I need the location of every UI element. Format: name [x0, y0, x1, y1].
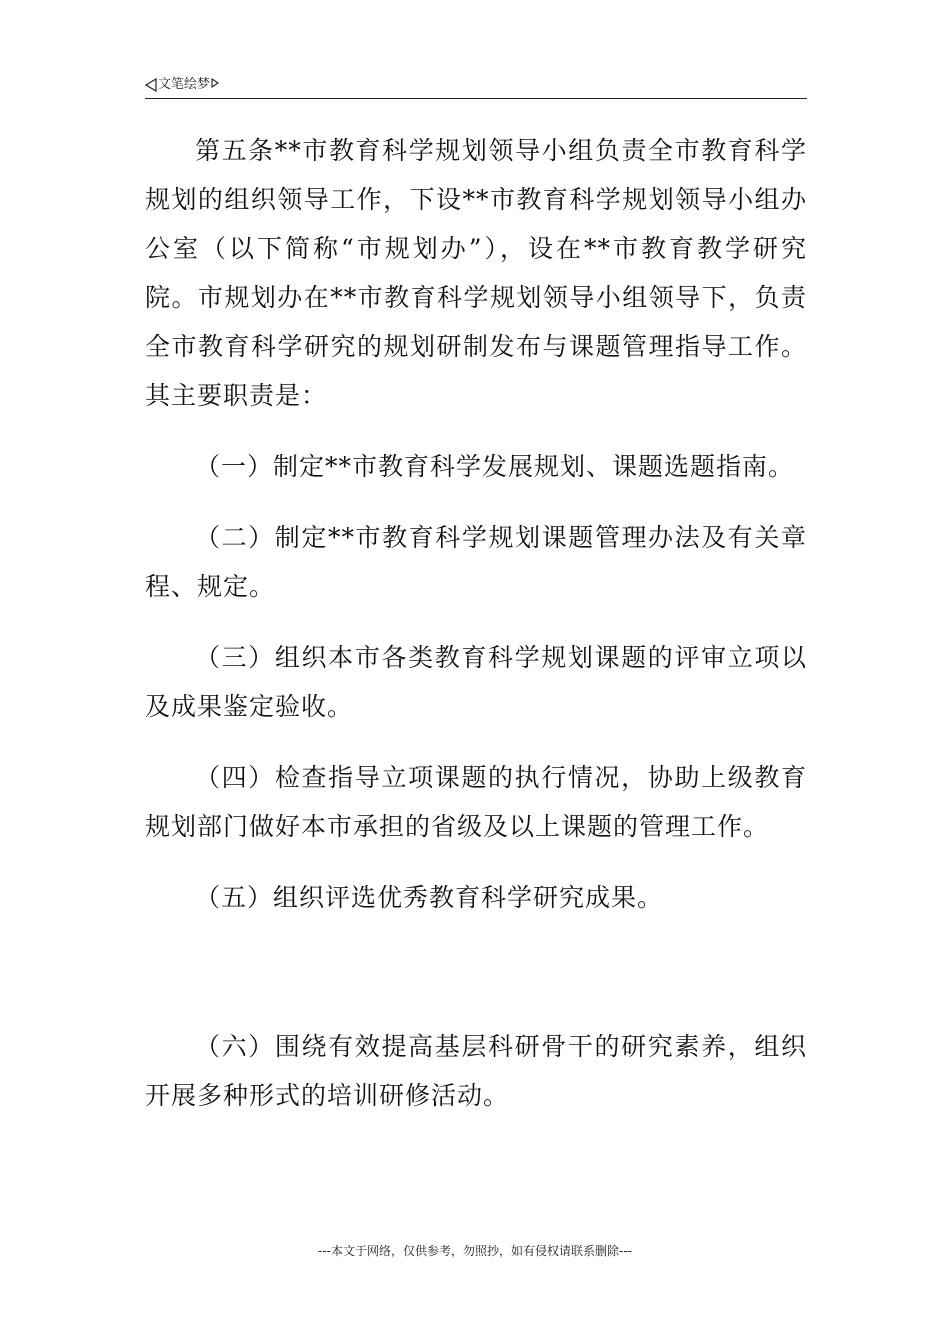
paragraph-item-1: （一）制定**市教育科学发展规划、课题选题指南。: [195, 452, 795, 481]
paragraph-item-5: （五）组织评选优秀教育科学研究成果。: [195, 883, 664, 912]
header-brand: [145, 76, 219, 94]
page-footer: ---本文于网络，仅供参考，勿照抄，如有侵权请联系删除---: [318, 1244, 632, 1258]
paragraph-item-6: （六）围绕有效提高基层科研骨干的研究素养，组织开展多种形式的培训研修活动。: [145, 1032, 807, 1110]
paragraph-item-4: （四）检查指导立项课题的执行情况，协助上级教育规划部门做好本市承担的省级及以上课题的管理工作。: [145, 763, 807, 841]
left-triangle-icon: [145, 78, 157, 92]
page-header: [145, 76, 807, 99]
document-body: [145, 126, 807, 1120]
brand-text: 文笔绘梦: [158, 77, 211, 92]
paragraph-item-2: （二）制定**市教育科学规划课题管理办法及有关章程、规定。: [145, 523, 807, 601]
paragraph-article-5: 第五条**市教育科学规划领导小组负责全市教育科学规划的组织领导工作，下设**市教育科学规划领导小组办公室（以下简称“市规划办”），设在**市教育教学研究院。市规划办在**市教育科学规划领导小组领导下，负责全市教育科学研究的规划研制发布与课题管理指导工作。其主要职责是：: [145, 136, 807, 410]
paragraph-item-3: （三）组织本市各类教育科学规划课题的评审立项以及成果鉴定验收。: [145, 643, 807, 721]
right-triangle-icon: [211, 78, 219, 88]
